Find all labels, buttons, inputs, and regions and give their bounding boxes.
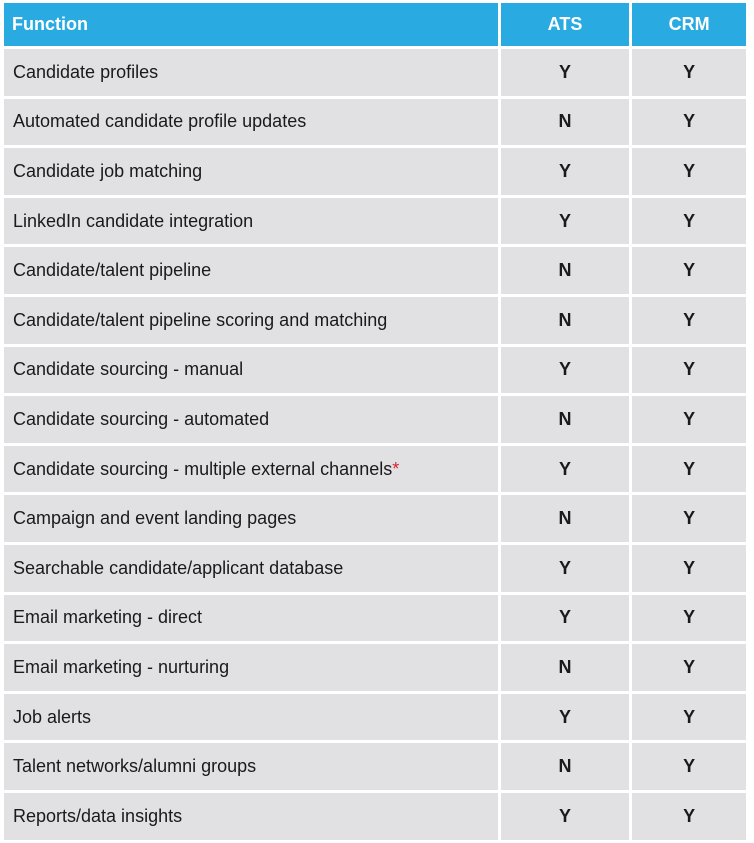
function-label: Candidate profiles	[13, 61, 159, 82]
function-cell	[4, 545, 498, 592]
function-label: Candidate sourcing - multiple external channels	[13, 458, 393, 479]
ats-value: N	[501, 495, 630, 542]
ats-value: Y	[501, 793, 630, 840]
function-cell	[4, 49, 498, 96]
function-label: Candidate sourcing - automated	[13, 408, 270, 429]
table-row	[4, 545, 746, 592]
function-label: Email marketing - nurturing	[13, 656, 230, 677]
function-cell	[4, 148, 498, 195]
header-row	[4, 3, 746, 46]
ats-value: Y	[501, 49, 630, 96]
function-label: Campaign and event landing pages	[13, 508, 297, 529]
ats-value: Y	[501, 545, 630, 592]
crm-value: Y	[632, 446, 746, 493]
function-cell	[4, 495, 498, 542]
function-label: Candidate/talent pipeline scoring and matching	[13, 309, 388, 330]
crm-value: Y	[632, 694, 746, 741]
crm-value: Y	[632, 743, 746, 790]
ats-value: N	[501, 743, 630, 790]
table-row	[4, 495, 746, 542]
function-cell	[4, 347, 498, 394]
function-cell	[4, 198, 498, 245]
table-row	[4, 793, 746, 840]
function-label: Email marketing - direct	[13, 607, 203, 628]
crm-value: Y	[632, 49, 746, 96]
table-row	[4, 297, 746, 344]
table-row	[4, 396, 746, 443]
table-row	[4, 743, 746, 790]
ats-value: N	[501, 99, 630, 146]
crm-value: Y	[632, 99, 746, 146]
ats-value: N	[501, 297, 630, 344]
function-label: Candidate/talent pipeline	[13, 260, 212, 281]
function-cell	[4, 396, 498, 443]
table-body	[4, 49, 746, 840]
comparison-table	[1, 0, 749, 843]
ats-value: N	[501, 396, 630, 443]
crm-value: Y	[632, 793, 746, 840]
table-row	[4, 446, 746, 493]
header-function: Function	[4, 3, 498, 46]
function-label: Reports/data insights	[13, 805, 183, 826]
crm-value: Y	[632, 198, 746, 245]
table-row	[4, 247, 746, 294]
function-label: LinkedIn candidate integration	[13, 210, 254, 231]
table-row	[4, 198, 746, 245]
function-label: Candidate job matching	[13, 160, 203, 181]
function-cell	[4, 99, 498, 146]
function-cell	[4, 694, 498, 741]
function-cell	[4, 644, 498, 691]
footnote-asterisk: *	[392, 458, 400, 479]
table-row	[4, 148, 746, 195]
ats-value: Y	[501, 446, 630, 493]
ats-value: Y	[501, 595, 630, 642]
table-row	[4, 99, 746, 146]
table-row	[4, 694, 746, 741]
crm-value: Y	[632, 297, 746, 344]
crm-value: Y	[632, 495, 746, 542]
function-cell	[4, 743, 498, 790]
crm-value: Y	[632, 396, 746, 443]
function-label: Talent networks/alumni groups	[13, 756, 257, 777]
function-label: Automated candidate profile updates	[13, 111, 307, 132]
header-crm: CRM	[632, 3, 746, 46]
crm-value: Y	[632, 347, 746, 394]
function-label: Searchable candidate/applicant database	[13, 557, 344, 578]
table-row	[4, 49, 746, 96]
ats-value: N	[501, 644, 630, 691]
header-ats: ATS	[501, 3, 630, 46]
function-label: Job alerts	[13, 706, 92, 727]
function-cell	[4, 247, 498, 294]
function-cell	[4, 595, 498, 642]
table-row	[4, 347, 746, 394]
crm-value: Y	[632, 545, 746, 592]
crm-value: Y	[632, 644, 746, 691]
table-row	[4, 644, 746, 691]
ats-value: Y	[501, 347, 630, 394]
table-row	[4, 595, 746, 642]
crm-value: Y	[632, 247, 746, 294]
function-cell	[4, 297, 498, 344]
function-cell	[4, 446, 498, 493]
ats-value: N	[501, 247, 630, 294]
crm-value: Y	[632, 595, 746, 642]
ats-value: Y	[501, 148, 630, 195]
ats-value: Y	[501, 198, 630, 245]
crm-value: Y	[632, 148, 746, 195]
ats-value: Y	[501, 694, 630, 741]
function-label: Candidate sourcing - manual	[13, 359, 244, 380]
function-cell	[4, 793, 498, 840]
